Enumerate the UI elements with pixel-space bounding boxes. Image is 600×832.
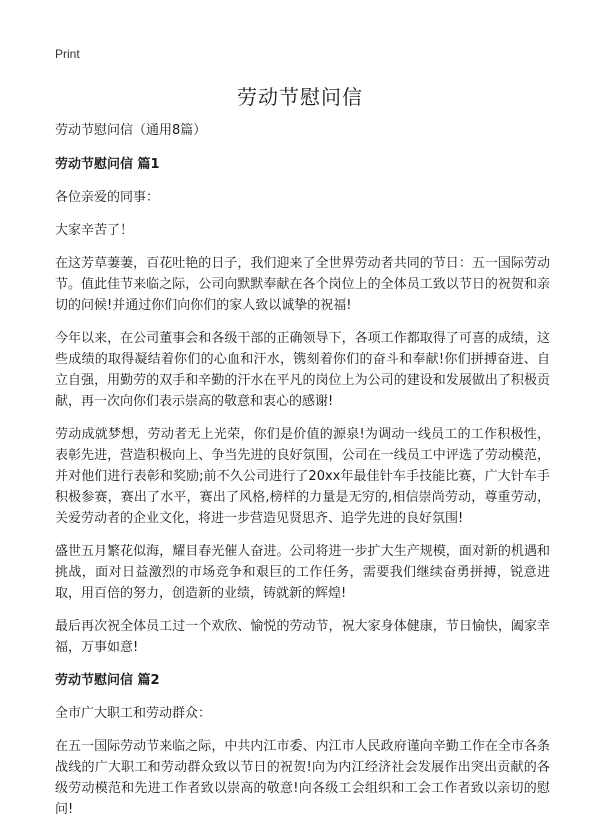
section-paragraph: 全市广大职工和劳动群众：: [55, 706, 212, 721]
section-paragraph: 今年以来，在公司董事会和各级干部的正确领导下，各项工作都取得了可喜的成绩，这些成绩的取得凝结着你们的心血和汗水，镌刻着你们的奋斗和奉献!你们拼搏奋进、自立自强，用勤劳的双手和辛勤的汗水在平凡的岗位上为公司的建设和发展做出了积极贡献，再一次向你们表示崇高的敬意和衷心的感谢!: [55, 331, 550, 409]
section-paragraph: 各位亲爱的同事：: [55, 190, 160, 205]
section-paragraph: 劳动成就梦想，劳动者无上光荣，你们是价值的源泉!为调动一线员工的工作积极性，表彰先进，营造积极向上、争当先进的良好氛围，公司在一线员工中评选了劳动模范，并对他们进行表彰和奖励;前不久公司进行了20xx年最佳针车手技能比赛，广大针车手积极参赛，赛出了水平，赛出了风格,榜样的力量是无穷的,相信崇尚劳动，尊重劳动，关爱劳动者的企业文化，将进一步营造见贤思齐、追学先进的良好氛围!: [55, 427, 550, 526]
document-title: 劳动节慰问信: [237, 85, 363, 109]
section-paragraph: 最后再次祝全体员工过一个欢欣、愉悦的劳动节，祝大家身体健康，节日愉快，阖家幸福，万事如意!: [55, 619, 550, 655]
section-paragraph: 在这芳草萋萋，百花吐艳的日子，我们迎来了全世界劳动者共同的节日：五一国际劳动节。值此佳节来临之际，公司向默默奉献在各个岗位上的全体员工致以节日的祝贺和亲切的问候!并通过你们向你们的家人致以诚挚的祝福!: [55, 256, 550, 313]
print-link[interactable]: Print: [55, 47, 80, 61]
document-body: [55, 120, 550, 832]
document-subtitle: 劳动节慰问信（通用8篇）: [55, 123, 207, 138]
section-paragraph: 盛世五月繁花似海，耀目春光催人奋进。公司将进一步扩大生产规模，面对新的机遇和挑战，面对日益激烈的市场竞争和艰巨的工作任务，需要我们继续奋勇拼搏，锐意进取，用百倍的努力，创造新的业绩，铸就新的辉煌!: [55, 544, 550, 601]
section-paragraph: 大家辛苦了！: [55, 223, 134, 238]
section-heading: 劳动节慰问信 篇2: [55, 673, 160, 688]
section-heading: 劳动节慰问信 篇1: [55, 157, 160, 172]
section-paragraph: 在五一国际劳动节来临之际，中共内江市委、内江市人民政府谨向辛勤工作在全市各条战线的广大职工和劳动群众致以节日的祝贺!向为内江经济社会发展作出突出贡献的各级劳动模范和先进工作者致以崇高的敬意!向各级工会组织和工会工作者致以亲切的慰问!: [55, 739, 550, 817]
